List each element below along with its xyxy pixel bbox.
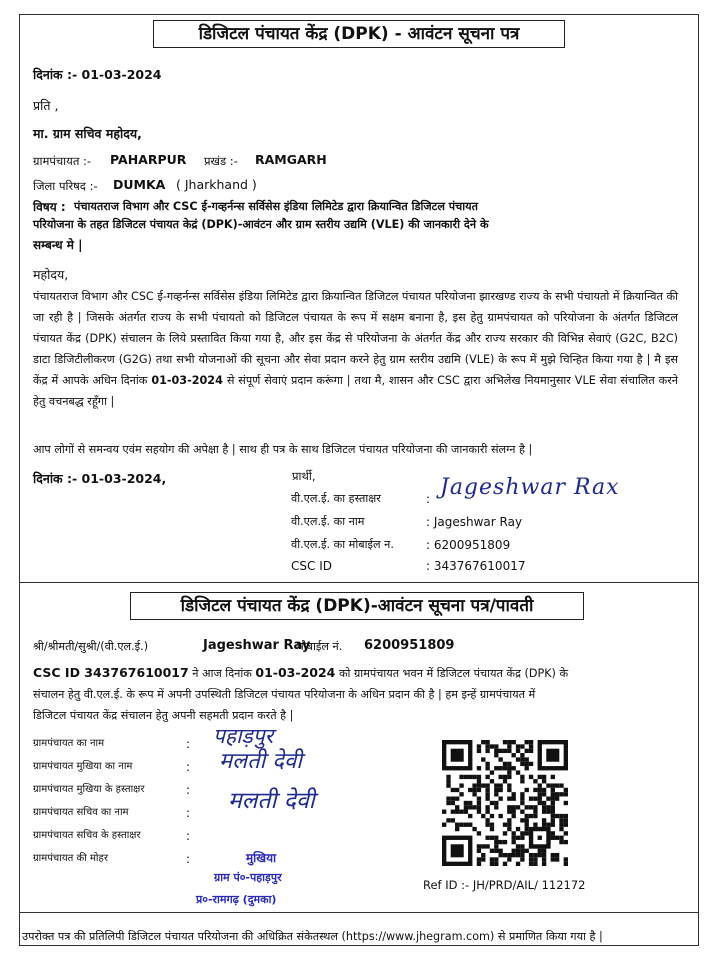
row-label-sachiv-sign: ग्रामपंचायत सचिव के हस्ताक्षर	[33, 830, 141, 841]
vle-signature: Jageshwar Rax	[440, 475, 620, 500]
csc-id-value: : 343767610017	[426, 559, 526, 573]
qr-code-icon	[442, 740, 568, 866]
csc-line-2: संचालन हेतु वी.एल.ई. के रूप में अपनी उपस्थिती डिजिटल पंचायत परियोजना के अधिन प्रदान की है | हम इन्हें ग्रामपंचायत में	[33, 688, 536, 701]
row-label-mukhiya-sign: ग्रामपंचायत मुखिया के हस्ताक्षर	[33, 784, 145, 795]
body-p1-date: 01-03-2024	[151, 374, 223, 387]
row-label-sachiv-name: ग्रामपंचायत सचिव का नाम	[33, 807, 129, 818]
csc-line-date: 01-03-2024	[255, 665, 336, 680]
row-label-seal: ग्रामपंचायत की मोहर	[33, 853, 108, 864]
body-p1-a: पंचायतराज विभाग और CSC ई-गव्हर्नन्स सर्विसेस इंडिया लिमिटेड द्वारा क्रियान्वित डिजिटल पंचायत परियोजना झारखण्ड राज्य के सभी पंचायतो में क्रियान्वित की जा रही है | जिसके अंतर्गत राज्य के सभी पंचायतो को डिजिटल पंचायत के रूप में सक्षम बनाना है, इस हेतु ग्रामपंचायत को परियोजना के अंतर्गत डिजिटल पंचायत केंद्र (DPK) संचालन के लिये प्रस्तावित किया गया है, और इस केंद्र से परियोजना के अंतर्गत केंद्र और राज्य सरकार की विभिन्न सेवाएं (G2C, B2C) डाटा डिजिटीलीकरण (G2G) तथा सभी योजनाओं की सूचना और सेवा प्रदान करने हेतु ग्राम स्तरीय उद्यमि (VLE) के रूप में मुझे चिन्हित किया गया है | मै इस केंद्र में आपके अधिन दिनांक	[33, 290, 678, 387]
person-name: Jageshwar Ray	[203, 638, 311, 653]
vle-name-value: : Jageshwar Ray	[426, 515, 523, 529]
row-value-gp-name: पहाड़पुर	[213, 724, 274, 748]
body-paragraph-1	[33, 286, 678, 412]
ref-id: Ref ID :- JH/PRD/AIL/ 112172	[423, 878, 586, 892]
row-value-mukhiya-sign: मलती देवी	[228, 788, 315, 814]
salutation: महोदय,	[33, 267, 69, 282]
row-colon-sachiv-name: :	[186, 806, 191, 820]
csc-line-a: ने आज दिनांक	[192, 667, 252, 680]
csc-line-3: डिजिटल पंचायत केंद्र संचालन हेतु अपनी सहमती प्रदान करते है |	[33, 709, 294, 722]
vle-mobile-value: : 6200951809	[426, 538, 511, 552]
prakhand-value: RAMGARH	[255, 152, 327, 167]
row-colon-seal: :	[186, 852, 191, 866]
row-colon-mukhiya-name: :	[186, 760, 191, 774]
section-divider	[20, 582, 698, 583]
footer-divider	[20, 912, 698, 913]
row-label-gp-name: ग्रामपंचायत का नाम	[33, 738, 105, 749]
letter-date: दिनांक :- 01-03-2024	[33, 67, 162, 82]
vle-sign-label: वी.एल.ई. का हस्ताक्षर	[291, 492, 381, 505]
subject-label: विषय :	[33, 200, 66, 214]
subject-line-2: परियोजना के तहत डिजिटल पंचायत केद्रं (DPK)-आवंटन और ग्राम स्तरीय उद्यमि (VLE) की जानकारी देने के	[33, 218, 489, 231]
prakhand-label: प्रखंड :-	[204, 154, 238, 168]
stamp-line-1: मुखिया	[246, 851, 277, 865]
addressee: मा. ग्राम सचिव महोदय,	[33, 126, 142, 141]
row-colon-sachiv-sign: :	[186, 829, 191, 843]
prarthi: प्रार्थी,	[292, 469, 316, 483]
closing-date: दिनांक :- 01-03-2024,	[33, 471, 167, 486]
gram-panchayat-label: ग्रामपंचायत :-	[33, 154, 92, 168]
person-prefix: श्री/श्रीमती/सुश्री/(वी.एल.ई.)	[33, 640, 149, 653]
row-label-mukhiya-name: ग्रामपंचायत मुखिया का नाम	[33, 761, 133, 772]
body-p1-b: से संपूर्ण सेवाएं प्रदान करूंगा | तथा मै, शासन और CSC द्वारा अभिलेख नियमानुसार VLE सेवा संचालित करने हेतु वचनबद्ध रहूँगा |	[33, 374, 679, 408]
vle-sign-colon: :	[426, 492, 431, 506]
body-paragraph-2: आप लोगों से समन्वय एवंम सहयोग की अपेक्षा है | साथ ही पत्र के साथ डिजिटल पंचायत परियोजना की जानकारी संलग्न है |	[33, 443, 533, 456]
csc-line-bold: CSC ID 343767610017	[33, 665, 189, 680]
vle-mobile-label: वी.एल.ई. का मोबाईल न.	[291, 538, 394, 551]
zila-label: जिला परिषद :-	[33, 179, 98, 193]
gram-panchayat-value: PAHARPUR	[110, 152, 187, 167]
prati: प्रति ,	[33, 98, 59, 113]
subject-line-1: पंचायतराज विभाग और CSC ई-गव्हर्नन्स सर्विसेस इंडिया लिमिटेड द्वारा क्रियान्वित डिजिटल पंचायत	[74, 200, 479, 213]
row-colon-mukhiya-sign: :	[186, 783, 191, 797]
csc-line-b: को ग्रामपंचायत भवन में डिजिटल पंचायत केंद्र (DPK) के	[338, 667, 569, 680]
state: ( Jharkhand )	[176, 177, 257, 192]
receipt-title: डिजिटल पंचायत केंद्र (DPK)-आवंटन सूचना पत्र/पावती	[130, 592, 584, 620]
receipt-mobile-value: 6200951809	[364, 638, 455, 653]
receipt-mobile-label: मोबाईल नं.	[297, 640, 343, 653]
stamp-line-3: प्र०-रामगढ़ (दुमका)	[196, 893, 277, 906]
footer-note: उपरोक्त पत्र की प्रतिलिपी डिजिटल पंचायत परियोजना की अधिक्रित संकेतस्थल (https://www.jhegram.com) से प्रमाणित किया गया है |	[22, 930, 603, 943]
row-value-mukhiya-name: मलती देवी	[219, 749, 302, 774]
vle-name-label: वी.एल.ई. का नाम	[291, 515, 365, 528]
csc-line-1	[33, 664, 568, 683]
subject-line-3: सम्बन्ध मे |	[33, 238, 83, 252]
csc-id-label: CSC ID	[291, 559, 332, 573]
zila-value: DUMKA	[113, 177, 166, 192]
row-colon-gp-name: :	[186, 737, 191, 751]
letter-title: डिजिटल पंचायत केंद्र (DPK) - आवंटन सूचना पत्र	[153, 20, 565, 48]
stamp-line-2: ग्राम पं०-पहाड़पुर	[214, 871, 282, 884]
